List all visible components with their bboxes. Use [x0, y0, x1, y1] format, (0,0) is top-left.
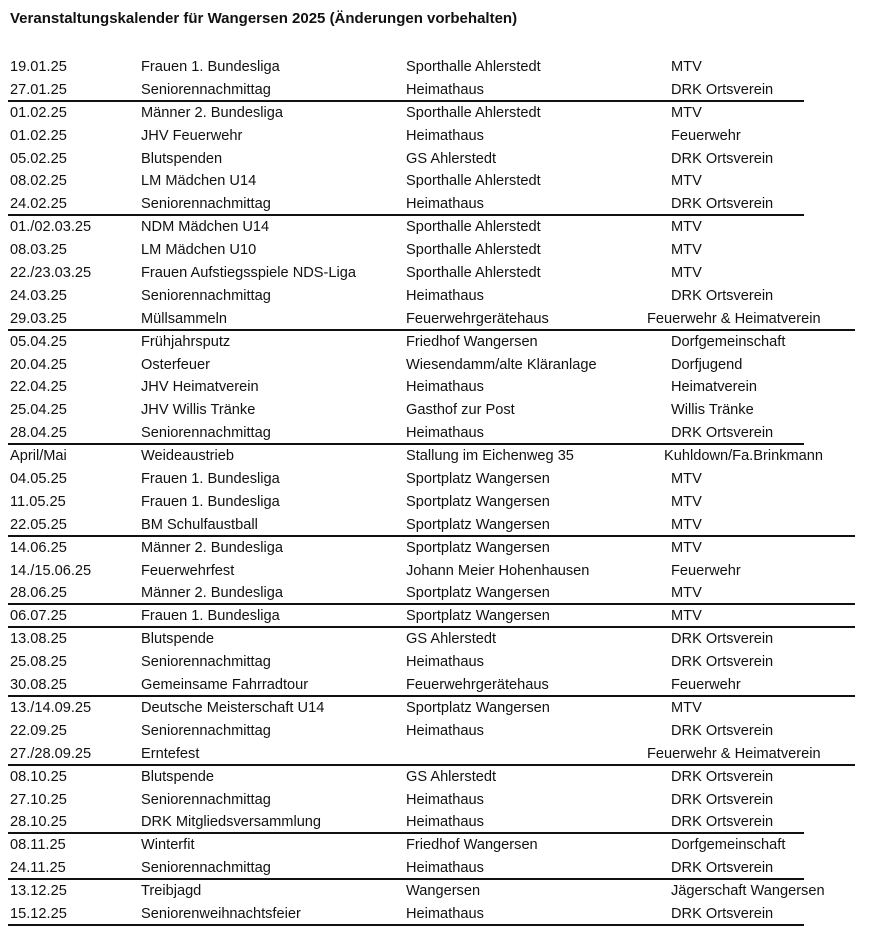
table-row: [0, 560, 879, 583]
event-date: 22./23.03.25: [10, 265, 92, 282]
event-date: 29.03.25: [10, 310, 67, 327]
table-row: [0, 789, 879, 812]
event-date: 22.04.25: [10, 379, 67, 396]
event-name: Erntefest: [141, 745, 200, 762]
event-place: Sporthalle Ahlerstedt: [406, 242, 541, 259]
event-organizer: DRK Ortsverein: [671, 768, 774, 785]
table-row: [0, 491, 879, 514]
table-row: [0, 628, 879, 651]
event-organizer: DRK Ortsverein: [671, 287, 774, 304]
event-name: Blutspende: [141, 631, 215, 648]
event-place: Heimathaus: [406, 654, 484, 671]
event-name: LM Mädchen U14: [141, 173, 257, 190]
event-date: 01./02.03.25: [10, 219, 92, 236]
event-date: 14.06.25: [10, 539, 67, 556]
event-organizer: MTV: [671, 173, 702, 190]
event-name: Frauen 1. Bundesliga: [141, 493, 280, 510]
event-name: Seniorenweihnachtsfeier: [141, 905, 301, 922]
event-place: Stallung im Eichenweg 35: [406, 448, 574, 465]
event-organizer: DRK Ortsverein: [671, 81, 774, 98]
event-organizer: MTV: [671, 219, 702, 236]
table-row: [0, 880, 879, 903]
table-row: [0, 170, 879, 193]
event-date: 15.12.25: [10, 905, 67, 922]
event-organizer: MTV: [671, 265, 702, 282]
table-row: [0, 308, 879, 331]
event-organizer: DRK Ortsverein: [671, 425, 774, 442]
event-place: Sportplatz Wangersen: [406, 516, 550, 533]
event-date: 08.11.25: [10, 837, 66, 854]
table-row: [0, 811, 879, 834]
table-row: [0, 537, 879, 560]
event-name: BM Schulfaustball: [141, 516, 258, 533]
event-date: 27.01.25: [10, 81, 67, 98]
event-name: Seniorennachmittag: [141, 287, 271, 304]
event-name: Frühjahrsputz: [141, 333, 231, 350]
table-row: [0, 651, 879, 674]
table-row: [0, 422, 879, 445]
event-place: Heimathaus: [406, 860, 484, 877]
event-organizer: MTV: [671, 471, 702, 488]
event-date: 20.04.25: [10, 356, 67, 373]
table-row: [0, 766, 879, 789]
event-place: Heimathaus: [406, 196, 484, 213]
event-organizer: DRK Ortsverein: [671, 654, 774, 671]
event-date: 25.04.25: [10, 402, 67, 419]
event-date: 28.06.25: [10, 585, 67, 602]
event-date: 04.05.25: [10, 471, 67, 488]
event-date: 22.05.25: [10, 516, 67, 533]
event-date: 30.08.25: [10, 677, 67, 694]
event-organizer: MTV: [671, 59, 702, 75]
table-row: [0, 834, 879, 857]
event-place: GS Ahlerstedt: [406, 150, 497, 167]
event-name: Männer 2. Bundesliga: [141, 585, 283, 602]
event-organizer: DRK Ortsverein: [671, 814, 774, 831]
table-row: [0, 514, 879, 537]
table-row: [0, 331, 879, 354]
event-date: 24.11.25: [10, 860, 66, 877]
event-organizer: MTV: [671, 104, 702, 121]
event-name: JHV Feuerwehr: [141, 127, 243, 144]
event-organizer: DRK Ortsverein: [671, 860, 774, 877]
table-row: [0, 445, 879, 468]
event-organizer: Jägerschaft Wangersen: [671, 883, 825, 900]
event-name: Blutspende: [141, 768, 215, 785]
event-place: Wangersen: [406, 883, 481, 900]
event-place: Heimathaus: [406, 814, 484, 831]
table-row: [0, 903, 879, 926]
event-organizer: MTV: [671, 585, 702, 602]
event-date: 05.04.25: [10, 333, 67, 350]
event-organizer: Heimatverein: [671, 379, 757, 396]
event-organizer: MTV: [671, 493, 702, 510]
event-organizer: Feuerwehr: [671, 562, 741, 579]
event-place: Heimathaus: [406, 379, 484, 396]
event-name: Weideaustrieb: [141, 448, 235, 465]
event-organizer: Dorfgemeinschaft: [671, 837, 786, 854]
table-row: [0, 743, 879, 766]
event-name: NDM Mädchen U14: [141, 219, 270, 236]
event-name: Müllsammeln: [141, 310, 227, 327]
event-place: Gasthof zur Post: [406, 402, 515, 419]
event-name: Männer 2. Bundesliga: [141, 104, 283, 121]
event-organizer: MTV: [671, 242, 702, 259]
event-place: Wiesendamm/alte Kläranlage: [406, 356, 597, 373]
event-date: 22.09.25: [10, 722, 67, 739]
event-name: DRK Mitgliedsversammlung: [141, 814, 322, 831]
event-place: Sportplatz Wangersen: [406, 539, 550, 556]
event-date: 08.02.25: [10, 173, 67, 190]
event-organizer: MTV: [671, 699, 702, 716]
event-date: 14./15.06.25: [10, 562, 92, 579]
table-row: [0, 582, 879, 605]
event-organizer: MTV: [671, 539, 702, 556]
event-date: 25.08.25: [10, 654, 67, 671]
event-name: Frauen 1. Bundesliga: [141, 59, 280, 75]
event-place: Johann Meier Hohenhausen: [406, 562, 590, 579]
event-date: 06.07.25: [10, 608, 67, 625]
table-row: [0, 193, 879, 216]
event-name: Seniorennachmittag: [141, 722, 271, 739]
event-organizer: Dorfjugend: [671, 356, 743, 373]
event-organizer: DRK Ortsverein: [671, 791, 774, 808]
event-place: Heimathaus: [406, 425, 484, 442]
event-name: LM Mädchen U10: [141, 242, 257, 259]
event-place: GS Ahlerstedt: [406, 768, 497, 785]
event-place: Sportplatz Wangersen: [406, 585, 550, 602]
event-name: Seniorennachmittag: [141, 791, 271, 808]
event-organizer: Willis Tränke: [671, 402, 754, 419]
event-place: Sportplatz Wangersen: [406, 608, 550, 625]
event-name: Treibjagd: [141, 883, 202, 900]
event-place: Heimathaus: [406, 791, 484, 808]
event-name: Frauen Aufstiegsspiele NDS-Liga: [141, 265, 356, 282]
event-date: 01.02.25: [10, 127, 67, 144]
event-name: Seniorennachmittag: [141, 425, 271, 442]
event-name: Seniorennachmittag: [141, 196, 271, 213]
table-row: [0, 262, 879, 285]
event-date: 08.03.25: [10, 242, 67, 259]
event-organizer: Feuerwehr: [671, 127, 741, 144]
table-row: [0, 354, 879, 377]
page-title: Veranstaltungskalender für Wangersen 2025 (Änderungen vorbehalten): [10, 10, 518, 27]
table-row: [0, 697, 879, 720]
event-place: Sportplatz Wangersen: [406, 699, 550, 716]
event-date: 13.08.25: [10, 631, 67, 648]
event-date: 13./14.09.25: [10, 699, 92, 716]
event-place: Friedhof Wangersen: [406, 333, 538, 350]
event-name: Frauen 1. Bundesliga: [141, 471, 280, 488]
event-place: Heimathaus: [406, 905, 484, 922]
event-place: Feuerwehrgerätehaus: [406, 310, 549, 327]
table-row: [0, 148, 879, 171]
event-name: JHV Willis Tränke: [141, 402, 256, 419]
event-place: Sportplatz Wangersen: [406, 471, 550, 488]
event-date: 27.10.25: [10, 791, 67, 808]
event-organizer: DRK Ortsverein: [671, 196, 774, 213]
event-date: 27./28.09.25: [10, 745, 92, 762]
event-name: Osterfeuer: [141, 356, 210, 373]
event-name: Seniorennachmittag: [141, 860, 271, 877]
event-place: Feuerwehrgerätehaus: [406, 677, 549, 694]
event-table: [0, 56, 879, 926]
event-place: Heimathaus: [406, 287, 484, 304]
event-date: 13.12.25: [10, 883, 67, 900]
table-row: [0, 56, 879, 79]
event-place: Friedhof Wangersen: [406, 837, 538, 854]
event-date: 08.10.25: [10, 768, 67, 785]
event-place: GS Ahlerstedt: [406, 631, 497, 648]
event-organizer: Kuhldown/Fa.Brinkmann: [664, 448, 823, 465]
event-name: Blutspenden: [141, 150, 223, 167]
event-name: Seniorennachmittag: [141, 654, 271, 671]
event-date: April/Mai: [10, 448, 67, 465]
event-date: 28.04.25: [10, 425, 67, 442]
event-organizer: DRK Ortsverein: [671, 722, 774, 739]
table-row: [0, 399, 879, 422]
table-row: [0, 720, 879, 743]
event-organizer: MTV: [671, 516, 702, 533]
event-organizer: Feuerwehr: [671, 677, 741, 694]
event-place: Sportplatz Wangersen: [406, 493, 550, 510]
table-row: [0, 376, 879, 399]
table-row: [0, 102, 879, 125]
event-place: Sporthalle Ahlerstedt: [406, 104, 541, 121]
event-date: 24.02.25: [10, 196, 67, 213]
table-row: [0, 857, 879, 880]
event-organizer: Feuerwehr & Heimatverein: [647, 310, 821, 327]
table-row: [0, 605, 879, 628]
event-organizer: DRK Ortsverein: [671, 631, 774, 648]
event-name: Feuerwehrfest: [141, 562, 235, 579]
table-row: [0, 216, 879, 239]
event-name: Winterfit: [141, 837, 195, 854]
event-date: 05.02.25: [10, 150, 67, 167]
event-organizer: DRK Ortsverein: [671, 905, 774, 922]
table-row: [0, 79, 879, 102]
table-row: [0, 239, 879, 262]
event-name: Deutsche Meisterschaft U14: [141, 699, 325, 716]
event-place: Sporthalle Ahlerstedt: [406, 173, 541, 190]
event-place: Heimathaus: [406, 81, 484, 98]
event-organizer: Feuerwehr & Heimatverein: [647, 745, 821, 762]
event-place: Heimathaus: [406, 127, 484, 144]
event-place: Sporthalle Ahlerstedt: [406, 219, 541, 236]
event-name: Männer 2. Bundesliga: [141, 539, 283, 556]
event-date: 19.01.25: [10, 59, 67, 75]
table-row: [0, 468, 879, 491]
event-place: Heimathaus: [406, 722, 484, 739]
event-name: Frauen 1. Bundesliga: [141, 608, 280, 625]
event-organizer: MTV: [671, 608, 702, 625]
event-date: 28.10.25: [10, 814, 67, 831]
event-date: 24.03.25: [10, 287, 67, 304]
event-name: Gemeinsame Fahrradtour: [141, 677, 309, 694]
event-date: 01.02.25: [10, 104, 67, 121]
event-name: JHV Heimatverein: [141, 379, 259, 396]
table-row: [0, 674, 879, 697]
table-row: [0, 125, 879, 148]
table-row: [0, 285, 879, 308]
event-name: Seniorennachmittag: [141, 81, 271, 98]
event-place: Sporthalle Ahlerstedt: [406, 265, 541, 282]
event-organizer: Dorfgemeinschaft: [671, 333, 786, 350]
event-place: Sporthalle Ahlerstedt: [406, 59, 541, 75]
event-date: 11.05.25: [10, 493, 66, 510]
event-organizer: DRK Ortsverein: [671, 150, 774, 167]
